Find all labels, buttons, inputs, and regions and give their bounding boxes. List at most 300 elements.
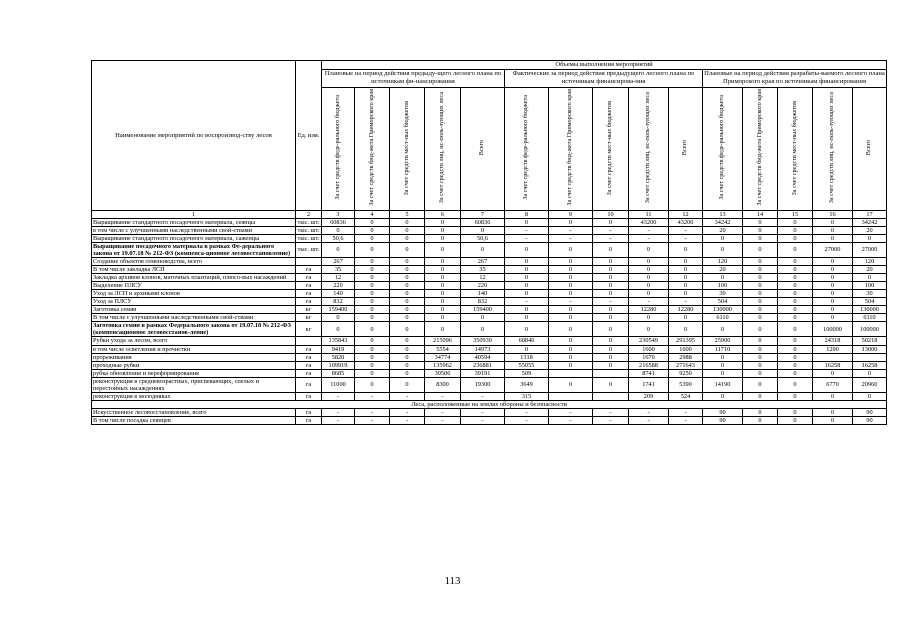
value-cell: 0 (743, 353, 778, 361)
value-cell: - (355, 409, 390, 417)
value-cell: 0 (322, 314, 355, 322)
value-cell: 0 (778, 226, 813, 234)
row-unit-cell: га (296, 417, 322, 425)
value-cell: 34242 (703, 218, 743, 226)
value-cell: 3649 (505, 377, 549, 392)
value-cell: 0 (549, 353, 593, 361)
table-row (92, 392, 887, 400)
row-unit-cell: тыс. шт. (296, 226, 322, 234)
value-cell: 0 (549, 361, 593, 369)
column-number: 6 (425, 210, 461, 218)
value-cell: 0 (629, 266, 669, 274)
value-cell: 130000 (703, 306, 743, 314)
header-source-label: За счет средств феде-рального бюджета (333, 95, 341, 200)
value-cell: 0 (813, 369, 853, 377)
value-cell: 109919 (322, 361, 355, 369)
value-cell: 0 (425, 282, 461, 290)
value-cell: - (629, 417, 669, 425)
table-row (92, 322, 887, 337)
value-cell: 0 (505, 306, 549, 314)
header-source-label: За счет средств бюд-жета Приморского края (367, 89, 375, 206)
value-cell: - (549, 417, 593, 425)
value-cell: 30506 (425, 369, 461, 377)
value-cell: 0 (853, 392, 887, 400)
column-number: 3 (322, 210, 355, 218)
table-row (92, 290, 887, 298)
row-name-cell: Закладка архивов клонов, маточных плантаций, плюсо-вых насаждений (92, 274, 296, 282)
column-number: 5 (390, 210, 425, 218)
value-cell: 0 (813, 282, 853, 290)
value-cell: 55055 (505, 361, 549, 369)
value-cell: 509 (505, 369, 549, 377)
value-cell: 0 (593, 290, 629, 298)
row-name-cell: Рубки ухода за лесом, всего (92, 337, 296, 345)
header-volumes: Объемы выполнения мероприятий (322, 61, 887, 70)
value-cell: 0 (813, 392, 853, 400)
value-cell: 120 (853, 257, 887, 265)
value-cell: 0 (743, 377, 778, 392)
value-cell: - (505, 298, 549, 306)
value-cell: 0 (743, 361, 778, 369)
row-name-cell: Выращивание стандартного посадочного материала, сеянцы (92, 218, 296, 226)
row-name-cell: Выращивание стандартного посадочного материала, саженцы (92, 234, 296, 242)
value-cell: 504 (703, 298, 743, 306)
row-unit-cell: кг (296, 314, 322, 322)
value-cell: 90 (853, 417, 887, 425)
value-cell: 34774 (425, 353, 461, 361)
value-cell: 35 (461, 266, 505, 274)
header-source-label: За счет средств мест-ных бюджетов (790, 100, 798, 195)
value-cell: 12280 (669, 306, 703, 314)
value-cell: 0 (778, 218, 813, 226)
row-unit-cell: га (296, 266, 322, 274)
value-cell: 0 (813, 226, 853, 234)
row-name-cell: Заготовка семян в рамках Федерального закона от 19.07.18 № 212-ФЗ (компенсационное лесовосстанов-ление) (92, 322, 296, 337)
value-cell: 0 (390, 290, 425, 298)
value-cell: 236881 (461, 361, 505, 369)
value-cell: 0 (743, 218, 778, 226)
row-unit-cell: га (296, 392, 322, 400)
value-cell: 0 (743, 234, 778, 242)
measures-table (91, 60, 887, 425)
value-cell: 90 (703, 417, 743, 425)
column-number: 2 (296, 210, 322, 218)
value-cell: 8685 (322, 369, 355, 377)
row-unit-cell: га (296, 274, 322, 282)
row-name-cell: В том числе посадка сеянцев (92, 417, 296, 425)
value-cell: 0 (778, 282, 813, 290)
value-cell: 0 (743, 290, 778, 298)
table-row (92, 282, 887, 290)
row-name-cell: В том числе с улучшенными наследственными свой-ствами (92, 314, 296, 322)
value-cell: 0 (629, 274, 669, 282)
value-cell: 0 (743, 417, 778, 425)
value-cell: - (593, 417, 629, 425)
value-cell: 20 (703, 266, 743, 274)
value-cell: 16258 (853, 361, 887, 369)
row-unit-cell: га (296, 282, 322, 290)
value-cell: 0 (390, 257, 425, 265)
header-source-cell (629, 87, 669, 210)
header-row-numbers (92, 210, 887, 218)
value-cell: 0 (549, 345, 593, 353)
value-cell: - (390, 417, 425, 425)
value-cell: 0 (778, 345, 813, 353)
row-unit-cell: га (296, 377, 322, 392)
value-cell: 16258 (813, 361, 853, 369)
header-source-cell (390, 87, 425, 210)
value-cell: 0 (743, 226, 778, 234)
value-cell: 0 (669, 282, 703, 290)
value-cell: - (629, 234, 669, 242)
value-cell: 100 (703, 282, 743, 290)
row-name-cell: Выделение ПЛСУ (92, 282, 296, 290)
value-cell: 0 (593, 314, 629, 322)
value-cell: 0 (355, 345, 390, 353)
value-cell: 832 (322, 298, 355, 306)
row-name-cell: Уход за ЛСП и архивами клонов (92, 290, 296, 298)
section-row (92, 400, 887, 408)
value-cell: - (505, 226, 549, 234)
row-unit-cell (296, 257, 322, 265)
table-row (92, 314, 887, 322)
value-cell: 0 (593, 306, 629, 314)
value-cell: 0 (355, 218, 390, 226)
value-cell: 0 (461, 322, 505, 337)
header-source-cell (505, 87, 549, 210)
value-cell: 0 (355, 274, 390, 282)
header-source-cell (425, 87, 461, 210)
value-cell: 0 (390, 322, 425, 337)
value-cell: 0 (505, 290, 549, 298)
value-cell: 0 (425, 226, 461, 234)
row-unit-cell: тыс. шт. (296, 218, 322, 226)
column-number: 12 (669, 210, 703, 218)
value-cell: 0 (549, 337, 593, 345)
value-cell: 120 (703, 257, 743, 265)
table-row (92, 242, 887, 257)
value-cell: - (355, 417, 390, 425)
value-cell: 0 (549, 218, 593, 226)
value-cell: - (505, 409, 549, 417)
value-cell: 0 (703, 322, 743, 337)
value-cell: 0 (743, 257, 778, 265)
value-cell: 159400 (461, 306, 505, 314)
header-source-label: За счет средств бюд-жета Приморского края (566, 89, 574, 206)
value-cell: 13000 (853, 345, 887, 353)
value-cell: 0 (355, 282, 390, 290)
value-cell: 135843 (322, 337, 355, 345)
value-cell: 0 (549, 266, 593, 274)
value-cell: 0 (703, 369, 743, 377)
value-cell: 0 (743, 322, 778, 337)
value-cell: - (390, 409, 425, 417)
value-cell: 5554 (425, 345, 461, 353)
value-cell: 0 (593, 322, 629, 337)
column-number: 8 (505, 210, 549, 218)
section-title: Леса, расположенные на землях обороны и безопасности (92, 400, 887, 408)
value-cell: 0 (355, 290, 390, 298)
value-cell: 140 (322, 290, 355, 298)
header-source-cell (461, 87, 505, 210)
value-cell: 0 (505, 242, 549, 257)
value-cell: 0 (778, 337, 813, 345)
value-cell: 0 (390, 369, 425, 377)
value-cell: 0 (425, 322, 461, 337)
table-row (92, 266, 887, 274)
value-cell: 0 (549, 290, 593, 298)
table-row (92, 345, 887, 353)
value-cell: 1318 (505, 353, 549, 361)
table-row (92, 298, 887, 306)
value-cell: 0 (425, 290, 461, 298)
value-cell: 0 (390, 226, 425, 234)
header-name-column: Наименование мероприятий по воспроизвод-ству лесов (92, 61, 296, 211)
value-cell (593, 369, 629, 377)
value-cell: 832 (461, 298, 505, 306)
value-cell: 6110 (703, 314, 743, 322)
table-row (92, 234, 887, 242)
value-cell: 0 (853, 369, 887, 377)
value-cell: - (593, 409, 629, 417)
value-cell: 230549 (629, 337, 669, 345)
table-row (92, 257, 887, 265)
value-cell: 0 (743, 298, 778, 306)
value-cell: - (461, 417, 505, 425)
header-row-top (92, 61, 887, 70)
value-cell: 0 (505, 218, 549, 226)
row-unit-cell: га (296, 409, 322, 417)
value-cell: 0 (390, 337, 425, 345)
value-cell: 0 (629, 314, 669, 322)
row-name-cell: прореживания (92, 353, 296, 361)
value-cell: - (390, 392, 425, 400)
value-cell: 0 (593, 274, 629, 282)
value-cell: 0 (669, 266, 703, 274)
value-cell: 0 (505, 322, 549, 337)
value-cell: 0 (703, 274, 743, 282)
header-source-cell (322, 87, 355, 210)
value-cell: 0 (703, 242, 743, 257)
value-cell: 0 (355, 242, 390, 257)
value-cell: 9250 (669, 369, 703, 377)
value-cell: 0 (778, 234, 813, 242)
value-cell: 0 (743, 337, 778, 345)
value-cell: 12 (461, 274, 505, 282)
value-cell: 0 (593, 353, 629, 361)
value-cell: - (629, 226, 669, 234)
row-name-cell: Уход за ПЛСУ (92, 298, 296, 306)
value-cell: 0 (813, 290, 853, 298)
value-cell: 0 (549, 242, 593, 257)
row-unit-cell: тыс. шт. (296, 242, 322, 257)
value-cell: 0 (355, 361, 390, 369)
header-source-cell (813, 87, 853, 210)
value-cell: 0 (629, 242, 669, 257)
value-cell: 0 (390, 282, 425, 290)
value-cell: 0 (813, 298, 853, 306)
value-cell: 0 (505, 345, 549, 353)
value-cell: 0 (355, 266, 390, 274)
row-unit-cell (296, 337, 322, 345)
value-cell: 0 (322, 226, 355, 234)
value-cell (813, 353, 853, 361)
value-cell: 0 (703, 234, 743, 242)
value-cell: 0 (669, 274, 703, 282)
value-cell: 0 (549, 322, 593, 337)
value-cell: 0 (425, 218, 461, 226)
value-cell: 0 (593, 282, 629, 290)
row-name-cell: В том числе закладка ЛСП (92, 266, 296, 274)
value-cell: 0 (425, 234, 461, 242)
value-cell: 0 (593, 361, 629, 369)
column-number: 16 (813, 210, 853, 218)
value-cell: 12280 (629, 306, 669, 314)
value-cell: 0 (355, 337, 390, 345)
value-cell: 0 (778, 369, 813, 377)
value-cell: 0 (593, 377, 629, 392)
table-row (92, 353, 887, 361)
value-cell: - (593, 234, 629, 242)
value-cell: 0 (813, 266, 853, 274)
column-number: 9 (549, 210, 593, 218)
row-name-cell: реконструкция в средневозрастных, приспевающих, спелых и перестойных насаждениях (92, 377, 296, 392)
row-unit-cell: га (296, 298, 322, 306)
value-cell: 2988 (669, 353, 703, 361)
value-cell: - (549, 226, 593, 234)
value-cell: 0 (669, 290, 703, 298)
value-cell: 0 (703, 392, 743, 400)
value-cell: 8741 (629, 369, 669, 377)
header-source-label: За счет средств феде-рального бюджета (718, 95, 726, 200)
value-cell: 0 (778, 306, 813, 314)
value-cell: 0 (593, 337, 629, 345)
value-cell: 0 (390, 361, 425, 369)
row-unit-cell: га (296, 369, 322, 377)
value-cell: 0 (390, 234, 425, 242)
value-cell: 0 (549, 306, 593, 314)
value-cell: 9419 (322, 345, 355, 353)
value-cell: 1600 (629, 345, 669, 353)
value-cell: 0 (813, 257, 853, 265)
value-cell: 0 (778, 298, 813, 306)
value-cell: - (425, 409, 461, 417)
value-cell: 0 (629, 290, 669, 298)
column-number: 7 (461, 210, 505, 218)
value-cell: 1600 (669, 345, 703, 353)
value-cell: 11000 (322, 377, 355, 392)
value-cell: 0 (669, 314, 703, 322)
row-name-cell: в том числе осветления и прочистки (92, 345, 296, 353)
value-cell: 0 (743, 266, 778, 274)
value-cell: 216588 (629, 361, 669, 369)
value-cell: 209 (629, 392, 669, 400)
value-cell: 0 (778, 322, 813, 337)
value-cell: 0 (390, 377, 425, 392)
value-cell: 135962 (425, 361, 461, 369)
value-cell: 0 (813, 274, 853, 282)
row-name-cell: в том числе с улучшенными наследственными свой-ствами (92, 226, 296, 234)
value-cell: 24318 (813, 337, 853, 345)
value-cell: 0 (355, 226, 390, 234)
value-cell: - (593, 298, 629, 306)
value-cell: 0 (593, 218, 629, 226)
value-cell: 1741 (629, 377, 669, 392)
value-cell: - (669, 409, 703, 417)
value-cell: 0 (505, 257, 549, 265)
value-cell: 0 (743, 314, 778, 322)
value-cell: 27000 (813, 242, 853, 257)
value-cell: 0 (505, 274, 549, 282)
value-cell: 0 (390, 306, 425, 314)
value-cell: 0 (355, 322, 390, 337)
value-cell: - (549, 409, 593, 417)
header-source-label: За счет средств мест-ных бюджетов (606, 100, 614, 195)
value-cell: 43200 (669, 218, 703, 226)
value-cell: 0 (778, 409, 813, 417)
value-cell: 0 (743, 306, 778, 314)
value-cell: 0 (322, 322, 355, 337)
value-cell: 0 (629, 257, 669, 265)
table-row (92, 218, 887, 226)
value-cell: 0 (778, 353, 813, 361)
value-cell: - (322, 409, 355, 417)
value-cell: 0 (743, 345, 778, 353)
value-cell: 14973 (461, 345, 505, 353)
row-unit-cell: га (296, 345, 322, 353)
value-cell: 0 (778, 392, 813, 400)
value-cell: 130000 (853, 306, 887, 314)
value-cell: - (549, 298, 593, 306)
value-cell: 0 (813, 314, 853, 322)
value-cell: 0 (505, 314, 549, 322)
value-cell: 1290 (813, 345, 853, 353)
value-cell: 0 (813, 218, 853, 226)
header-source-label: За счет средств лиц, ис-поль-зующих леса (828, 92, 836, 204)
value-cell: 215096 (425, 337, 461, 345)
value-cell: 0 (778, 290, 813, 298)
value-cell: 100 (853, 282, 887, 290)
value-cell: 39191 (461, 369, 505, 377)
value-cell: 0 (853, 234, 887, 242)
value-cell: 140 (461, 290, 505, 298)
value-cell: 90 (853, 409, 887, 417)
value-cell (549, 369, 593, 377)
value-cell: 0 (390, 353, 425, 361)
value-cell: 0 (813, 306, 853, 314)
table-row (92, 369, 887, 377)
header-source-cell (743, 87, 778, 210)
value-cell: - (461, 392, 505, 400)
value-cell (549, 392, 593, 400)
table-row (92, 306, 887, 314)
value-cell: 0 (355, 369, 390, 377)
column-number: 17 (853, 210, 887, 218)
value-cell: 0 (355, 298, 390, 306)
value-cell: 0 (549, 257, 593, 265)
value-cell: 0 (390, 298, 425, 306)
column-number: 11 (629, 210, 669, 218)
row-name-cell: Выращивание посадочного материала в рамках Фе-дерального закона от 19.07.18 № 212-ФЗ (компенса-ционное лесовосстановление) (92, 242, 296, 257)
value-cell: 6110 (853, 314, 887, 322)
value-cell: 0 (461, 242, 505, 257)
value-cell: 60846 (505, 337, 549, 345)
value-cell: 30 (853, 290, 887, 298)
value-cell: 0 (778, 417, 813, 425)
header-group-planned-new: Плановые на период действия разрабаты-ваемого лесного плана Приморского края по источникам финансирования (704, 70, 885, 86)
row-unit-cell: тыс. шт. (296, 234, 322, 242)
value-cell: 0 (461, 226, 505, 234)
